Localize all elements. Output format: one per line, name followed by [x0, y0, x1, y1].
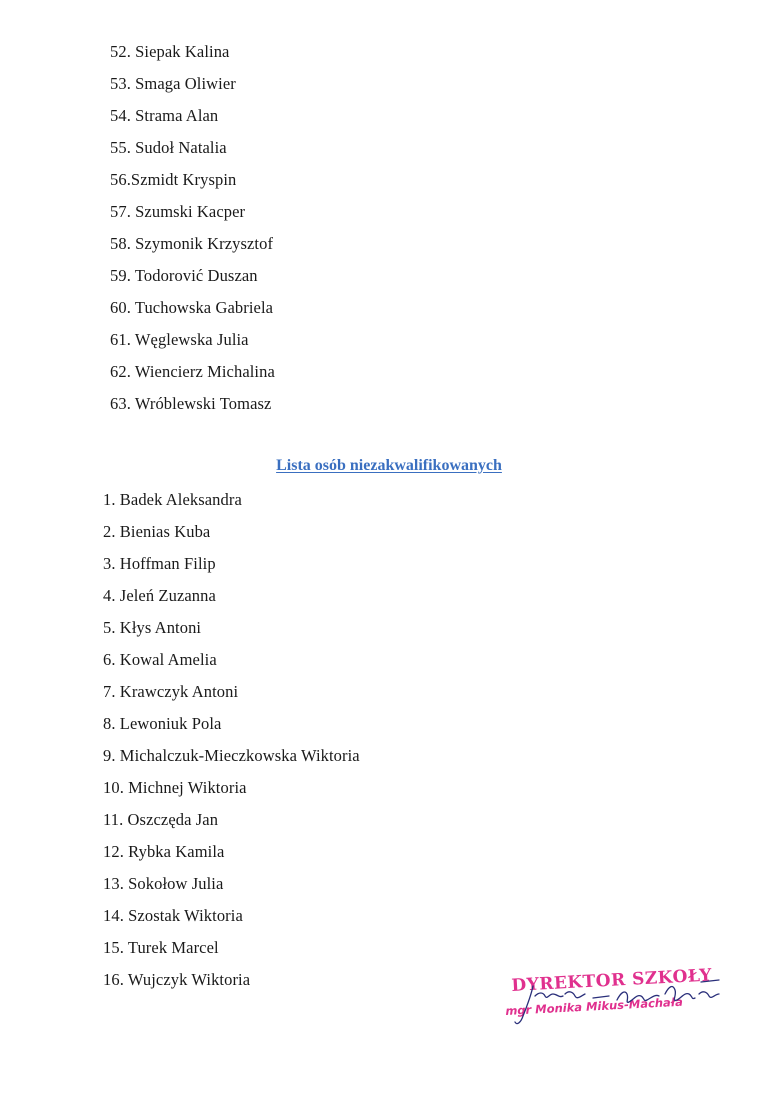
- list-item: 52. Siepak Kalina: [110, 42, 230, 61]
- list-item: 2. Bienias Kuba: [103, 522, 211, 541]
- list-item: 15. Turek Marcel: [103, 938, 219, 957]
- list-item: 14. Szostak Wiktoria: [103, 906, 243, 925]
- list-item: 53. Smaga Oliwier: [110, 74, 236, 93]
- list-item: 55. Sudoł Natalia: [110, 138, 227, 157]
- section-heading: Lista osób niezakwalifikowanych: [276, 457, 502, 474]
- list-item: 60. Tuchowska Gabriela: [110, 298, 274, 317]
- list-item: 4. Jeleń Zuzanna: [103, 586, 216, 605]
- list-item: 3. Hoffman Filip: [103, 554, 216, 573]
- unqualified-list: [103, 484, 360, 996]
- handwritten-signature: [505, 972, 735, 1042]
- list-item: 57. Szumski Kacper: [110, 202, 246, 221]
- qualified-list: [110, 36, 275, 420]
- list-item: 61. Węglewska Julia: [110, 330, 249, 349]
- list-item: 10. Michnej Wiktoria: [103, 778, 247, 797]
- list-item: 8. Lewoniuk Pola: [103, 714, 222, 733]
- list-item: 62. Wiencierz Michalina: [110, 362, 275, 381]
- list-item: 59. Todorović Duszan: [110, 266, 258, 285]
- list-item: 6. Kowal Amelia: [103, 650, 217, 669]
- list-item: 5. Kłys Antoni: [103, 618, 202, 637]
- director-stamp: [505, 965, 735, 1042]
- list-item: 13. Sokołow Julia: [103, 874, 224, 893]
- list-item: 63. Wróblewski Tomasz: [110, 394, 272, 413]
- list-item: 54. Strama Alan: [110, 106, 219, 125]
- stamp-name: mgr Monika Mikus-Machała: [505, 994, 684, 1018]
- list-item: 9. Michalczuk-Mieczkowska Wiktoria: [103, 746, 360, 765]
- list-item: 56.Szmidt Kryspin: [110, 170, 237, 189]
- list-item: 1. Badek Aleksandra: [103, 490, 242, 509]
- list-item: 7. Krawczyk Antoni: [103, 682, 239, 701]
- list-item: 58. Szymonik Krzysztof: [110, 234, 274, 253]
- stamp-title: DYREKTOR SZKOŁY: [511, 965, 713, 996]
- list-item: 16. Wujczyk Wiktoria: [103, 970, 251, 989]
- list-item: 11. Oszczęda Jan: [103, 810, 219, 829]
- list-item: 12. Rybka Kamila: [103, 842, 225, 861]
